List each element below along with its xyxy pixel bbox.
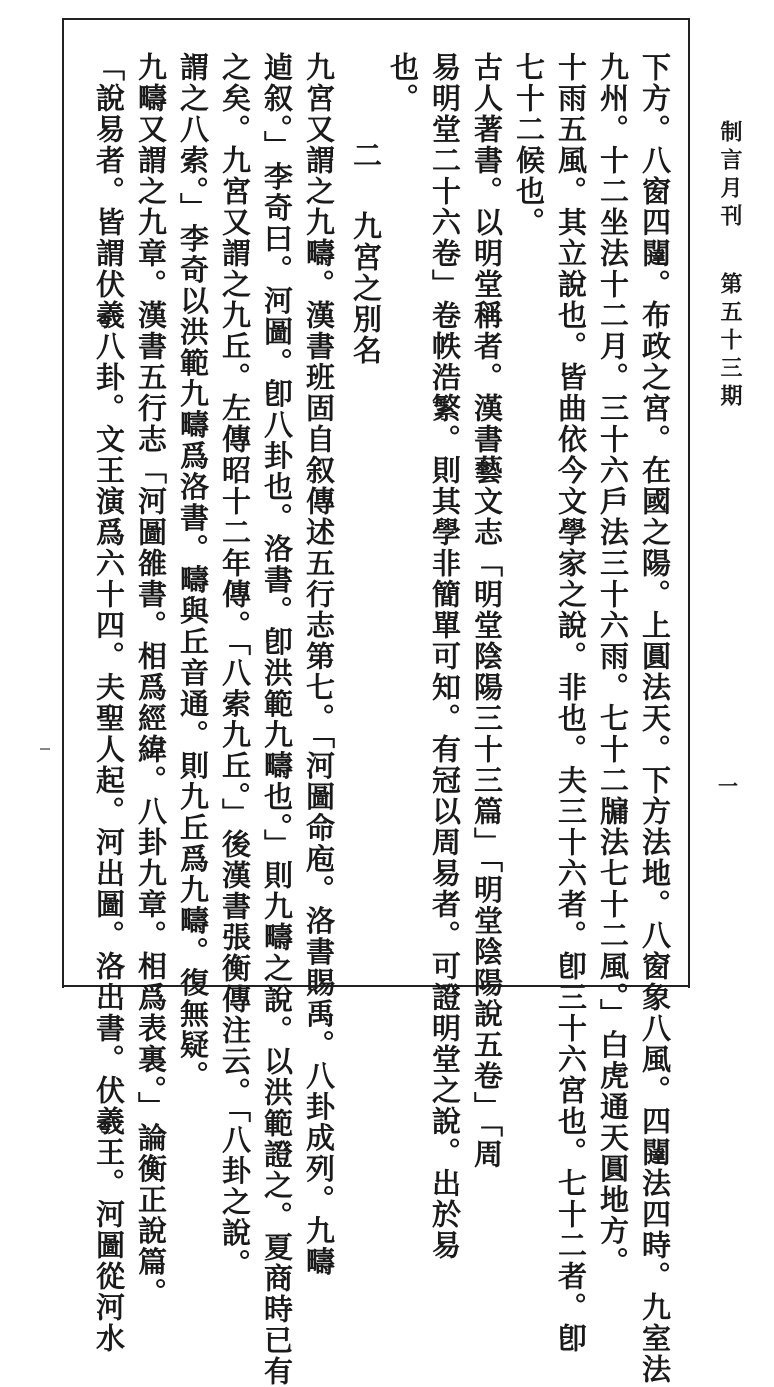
section-title: 九宮之別名 — [349, 211, 383, 366]
journal-title: 制言月刊 — [717, 120, 743, 232]
margin-mark — [40, 748, 50, 750]
text-column-5: 古人著書。以明堂稱者。漢書藝文志「明堂陰陽三十三篇」「明堂陰陽說五卷」「周 — [470, 52, 504, 1170]
page-number: 一 — [718, 774, 738, 798]
text-column-12: 九疇又謂之九章。漢書五行志「河圖雒書。相爲經緯。八卦九章。相爲表裏。」論衡正說篇。 — [134, 52, 168, 1309]
text-column-2: 九州。十二坐法十二月。三十六戶法三十六雨。七十二牖法七十二風。」白虎通天圓地方。 — [596, 52, 630, 1278]
text-column-10: 之矣。九宮又謂之九丘。左傳昭十二年傳。「八索九丘。」後漢書張衡傳注云。「八卦之說。 — [218, 52, 252, 1280]
text-column-1: 下方。八窗四闥。布政之宮。在國之陽。上圓法天。下方法地。八窗象八風。四闥法四時。九室法 — [638, 52, 672, 1385]
text-column-3: 十雨五風。其立說也。皆曲依今文學家之說。非也。夫三十六者。卽三十六宮也。七十二者。卽 — [554, 52, 588, 1354]
text-column-11: 謂之八索。」李奇以洪範九疇爲洛書。疇與丘音通。則九丘爲九疇。復無疑。 — [176, 52, 210, 1092]
section-heading — [346, 140, 387, 366]
text-column-6: 易明堂二十六卷」卷帙浩繁。則其學非簡單可知。有冠以周易者。可證明堂之說。出於易 — [428, 52, 462, 1261]
text-column-4: 七十二候也。 — [512, 52, 546, 238]
issue-number: 第五十三期 — [717, 272, 743, 412]
text-column-13: 「說易者。皆謂伏羲八卦。文王演爲六十四。夫聖人起。河出圖。洛出書。伏羲王。河圖從河水 — [92, 52, 126, 1354]
text-column-7: 也。 — [386, 52, 420, 114]
text-column-8: 九宮又謂之九疇。漢書班固自叙傳述五行志第七。「河圖命庖。洛書賜禹。八卦成列。九疇 — [302, 52, 336, 1278]
running-head — [702, 120, 746, 412]
text-column-9: 逌叙。」李奇曰。河圖。卽八卦也。洛書。卽洪範九疇也。」則九疇之說。以洪範證之。夏商時已有 — [260, 52, 294, 1387]
section-number: 二 — [349, 140, 383, 171]
